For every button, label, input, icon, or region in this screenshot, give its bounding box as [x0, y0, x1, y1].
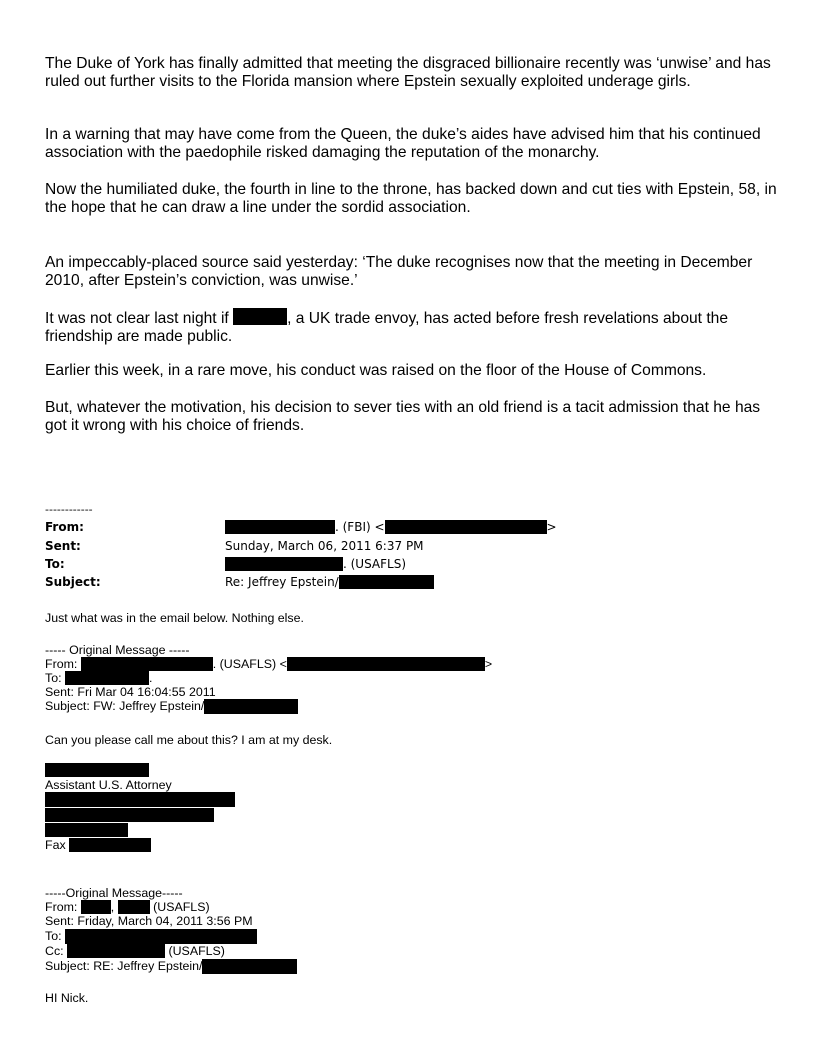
email2-to-line [45, 671, 152, 685]
email3-from-comma: , [110, 900, 118, 914]
redaction-block [287, 657, 485, 671]
email2-from-line [45, 657, 492, 671]
email1-from-value [225, 520, 557, 534]
email1-subject-value [225, 575, 434, 589]
email2-to-suffix: . [148, 671, 153, 685]
redaction-block [204, 699, 298, 714]
email3-from-line [45, 900, 210, 914]
article-paragraph-7: But, whatever the motivation, his decision to sever ties with an old friend is a tacit admission that he has got it wrong with his choice of friends. [45, 399, 761, 434]
redaction-block [67, 944, 165, 958]
email2-from-prefix: From: [45, 657, 81, 671]
article-paragraph-2: In a warning that may have come from the Queen, the duke’s aides have advised him that his continued association with the paedophile risked damaging the reputation of the monarchy. [45, 126, 761, 161]
redaction-block [45, 808, 214, 822]
email2-subject-prefix: Subject: FW: Jeffrey Epstein/ [45, 699, 205, 713]
email3-to-prefix: To: [45, 929, 65, 943]
email3-to-line [45, 929, 257, 944]
article-paragraph-1: The Duke of York has finally admitted that meeting the disgraced billionaire recently was ‘unwise’ and has ruled out further visits to the Florida mansion where Epstein sexually exploited underage girls. [45, 55, 771, 90]
email3-greeting: HI Nick. [45, 991, 89, 1005]
email1-subject-label: Subject: [45, 575, 101, 589]
article-paragraph-4: An impeccably-placed source said yesterday: ‘The duke recognises now that the meeting in December 2010, after Epstein’s conviction, was unwise.’ [45, 254, 753, 289]
p5-text-b: , a UK trade envoy, has acted before fresh revelations about the friendship are made public. [45, 310, 729, 345]
redaction-block [118, 900, 150, 914]
email2-to-prefix: To: [45, 671, 65, 685]
email2-body: Can you please call me about this? I am at my desk. [45, 733, 333, 747]
fax-label: Fax [45, 838, 70, 852]
email3-from-suffix: (USAFLS) [149, 900, 210, 914]
email3-header: -----Original Message----- [45, 886, 183, 900]
email3-from-prefix: From: [45, 900, 81, 914]
redaction-block [81, 657, 213, 671]
p5-text-a: It was not clear last night if [45, 310, 229, 327]
email3-subject-prefix: Subject: RE: Jeffrey Epstein/ [45, 959, 203, 973]
redaction-block [385, 520, 547, 534]
email3-cc-suffix: (USAFLS) [165, 944, 225, 958]
article-paragraph-5 [45, 308, 785, 346]
email2-from-end: > [484, 657, 493, 671]
email3-cc-line [45, 944, 225, 958]
email2-from-suffix: . (USAFLS) < [212, 657, 287, 671]
email3-cc-prefix: Cc: [45, 944, 68, 958]
redaction-block [225, 520, 335, 534]
email3-subject-line [45, 959, 297, 974]
email1-separator: ------------ [45, 503, 93, 516]
email1-from-label: From: [45, 520, 84, 534]
email2-header: ----- Original Message ----- [45, 643, 190, 657]
email1-sent-label: Sent: [45, 539, 81, 553]
signature-fax-line [45, 838, 151, 852]
email3-sent-line: Sent: Friday, March 04, 2011 3:56 PM [45, 914, 253, 928]
email2-subject-line [45, 699, 298, 714]
redaction-block [65, 671, 149, 685]
email1-to-label: To: [45, 557, 65, 571]
redaction-block [45, 792, 235, 807]
email1-sent-value: Sunday, March 06, 2011 6:37 PM [225, 539, 424, 553]
email1-from-end: > [546, 520, 557, 534]
email1-from-suffix: . (FBI) < [335, 520, 385, 534]
redaction-block [69, 838, 151, 852]
redaction-block [65, 929, 257, 944]
redaction-block [339, 575, 434, 589]
redaction-block [45, 823, 128, 837]
redaction-block [202, 959, 297, 974]
signature-title: Assistant U.S. Attorney [45, 778, 172, 792]
email1-to-value [225, 557, 406, 571]
redaction-block [233, 308, 287, 325]
redaction-block [225, 557, 343, 571]
redaction-block [81, 900, 111, 914]
email1-body: Just what was in the email below. Nothing else. [45, 611, 304, 625]
email1-subject-text: Re: Jeffrey Epstein/ [225, 575, 339, 589]
article-paragraph-6: Earlier this week, in a rare move, his conduct was raised on the floor of the House of Commons. [45, 362, 707, 379]
redaction-block [45, 763, 149, 777]
email2-sent-line: Sent: Fri Mar 04 16:04:55 2011 [45, 685, 216, 699]
email1-to-suffix: . (USAFLS) [343, 557, 407, 571]
article-paragraph-3: Now the humiliated duke, the fourth in line to the throne, has backed down and cut ties with Epstein, 58, in the hope that he can draw a line under the sordid association. [45, 181, 777, 216]
